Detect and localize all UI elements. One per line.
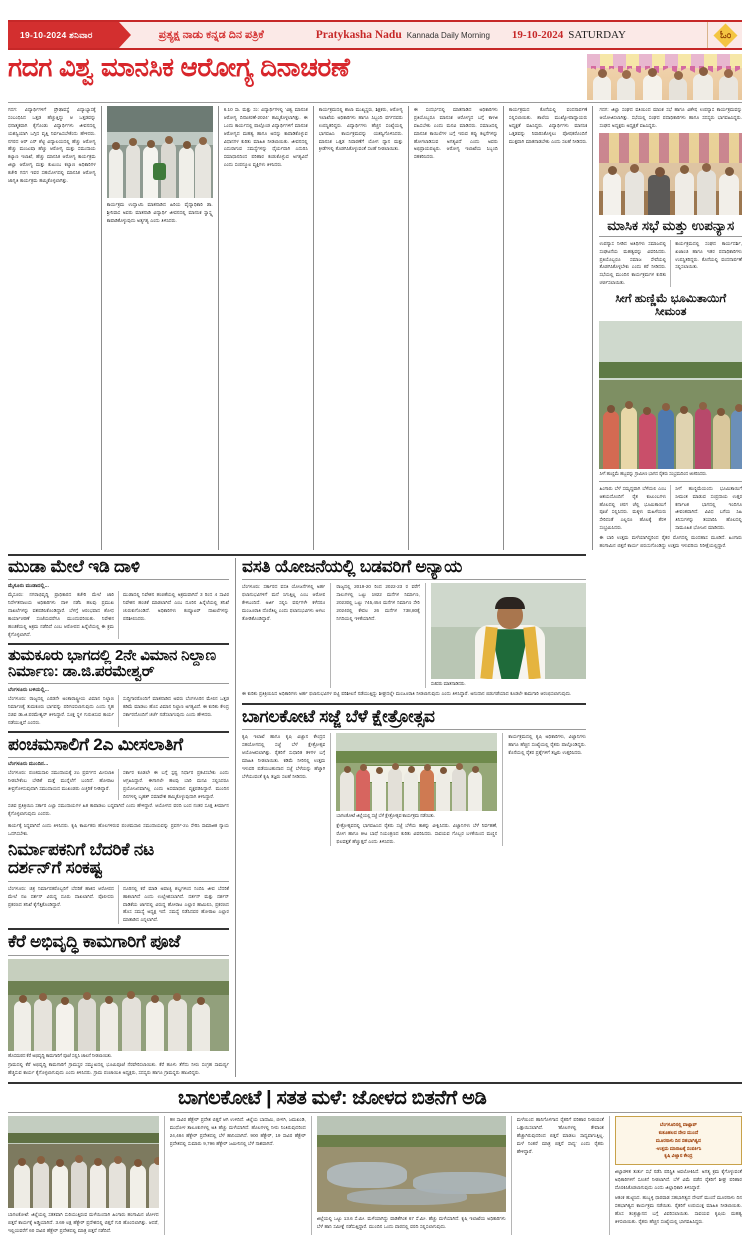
om-icon — [713, 23, 737, 47]
tumakuru-text-2: ಸುದ್ದಿಗಾರರೊಂದಿಗೆ ಮಾತನಾಡಿದ ಅವರು ಬೆಂಗಳೂರಿನ ಮೇಲಿನ ಒತ್ತಡ ಕಡಿಮೆ ಮಾಡಲು ಹೊಸ ವಿಮಾನ ನಿಲ್ದಾಣ ಅಗತ್ಯವಿದೆ. ಈ ಕುರಿತು ಕೇಂದ್ರ ಸರ್ಕಾರದೊಂದಿಗೆ ಚರ್ಚೆ ನಡೆಸಲಾಗುವುದು ಎಂದು ಹೇಳಿದರು. — [123, 695, 229, 717]
darshan-headline-2: ದರ್ಶನ್‌ಗೆ ಸಂಕಷ್ಟ — [8, 858, 103, 878]
panchamasali-text-2: ಸರ್ಕಾರ ಕೂಡಲೇ ಈ ಬಗ್ಗೆ ಸ್ಪಷ್ಟ ನಿರ್ಧಾರ ಪ್ರಕಟಿಸಬೇಕು ಎಂದು ಆಗ್ರಹಿಸಿದ್ದಾರೆ. ಈಗಾಗಲೇ ಹಲವು ಬಾರಿ ಮನವಿ ಸಲ್ಲಿಸಿದರೂ ಪ್ರಯೋಜನವಾಗಿಲ್ಲ ಎಂದು ಅಸಮಾಧಾನ ವ್ಯಕ್ತಪಡಿಸಿದ್ದಾರೆ. ಮುಂದಿನ ದಿನಗಳಲ್ಲಿ ಬೃಹತ್ ಸಮಾವೇಶ ಹಮ್ಮಿಕೊಳ್ಳುವುದಾಗಿ ತಿಳಿಸಿದ್ದಾರೆ. — [123, 769, 229, 799]
banner-rule — [8, 1112, 742, 1113]
vasati-text-3: ಈ ಕುರಿತು ಪ್ರತಿಕ್ರಿಯಿಸಿದ ಅಧಿಕಾರಿಗಳು ಅರ್ಹ ಫಲಾನುಭವಿಗಳ ಪಟ್ಟಿ ಪರಿಶೀಲನೆ ನಡೆಯುತ್ತಿದ್ದು ಶೀಘ್ರದಲ್ಲೇ ಮಂಜೂರಾತಿ ನೀಡಲಾಗುವುದು ಎಂದು ತಿಳಿಸಿದ್ದಾರೆ. ಅನುದಾನ ಬಿಡುಗಡೆಯಾದ ಕೂಡಲೇ ಕಾಮಗಾರಿ ಆರಂಭಿಸಲಾಗುವುದು. — [242, 691, 572, 697]
kere-rule — [8, 955, 229, 956]
muda-kicker: ಮೈಸೂರು ಮುಡಾದಲ್ಲಿ... — [8, 583, 49, 590]
panchamasali-rule — [8, 757, 229, 758]
sajje-headline: ಬಾಗಲಕೋಟೆ ಸಜ್ಜೆ ಬೆಳೆ ಕ್ಷೇತ್ರೋತ್ಸವ — [242, 707, 435, 726]
lead-col-4 — [314, 106, 408, 550]
panchamasali-divider — [8, 731, 229, 733]
banner-text-5: ಜಿಲ್ಲಾಡಳಿತ ತುರ್ತು ಸಭೆ ನಡೆಸಿ ಪರಿಸ್ಥಿತಿ ಅವಲೋಕಿಸಿದೆ. ಅಗತ್ಯ ಕ್ರಮ ಕೈಗೊಳ್ಳುವಂತೆ ಅಧಿಕಾರಿಗಳಿಗೆ ಸೂಚನೆ ನೀಡಲಾಗಿದೆ. ಬೆಳೆ ವಿಮೆ ಪಡೆದ ರೈತರಿಗೆ ಶೀಘ್ರ ಪರಿಹಾರ ದೊರಕಿಸಿಕೊಡಲಾಗುವುದು ಎಂದು ಜಿಲ್ಲಾಧಿಕಾರಿ ತಿಳಿಸಿದ್ದಾರೆ. — [614, 1169, 742, 1190]
banner-body-row — [8, 1116, 742, 1235]
right-mid-caption: ಸೀಗೆ ಹುಣ್ಣಿಮೆ ಹಬ್ಬವನ್ನು ಗ್ರಾಮೀಣ ಭಾಗದ ರೈತರು ಸಂಭ್ರಮದಿಂದ ಆಚರಿಸಿದರು. — [599, 470, 708, 476]
lead-rule — [8, 102, 742, 103]
right-column — [592, 106, 742, 550]
right-mid-col-a — [599, 485, 670, 532]
right-col-text-1: ಗದಗ: ಜಿಲ್ಲಾ ಸಂಘದ ವತಿಯಿಂದ ಮಾಸಿಕ ಸಭೆ ಹಾಗೂ ವಿಶೇಷ ಉಪನ್ಯಾಸ ಕಾರ್ಯಕ್ರಮವನ್ನು ಆಯೋಜಿಸಲಾಗಿತ್ತು. ಸಭೆಯಲ್ಲಿ ಸಂಘದ ಪದಾಧಿಕಾರಿಗಳು ಹಾಗೂ ಸದಸ್ಯರು ಭಾಗವಹಿಸಿದ್ದರು. ಸಂಘದ ಅಧ್ಯಕ್ಷರು ಅಧ್ಯಕ್ಷತೆ ವಹಿಸಿದ್ದರು. — [599, 107, 742, 128]
masthead-day: SATURDAY — [568, 29, 626, 41]
banner-text-1: ಬಾಗಲಕೋಟೆ: ಜಿಲ್ಲೆಯಲ್ಲಿ ಸತತವಾಗಿ ಸುರಿಯುತ್ತಿರುವ ಮಳೆಯಿಂದಾಗಿ ಹಿಂಗಾರು ಹಂಗಾಮಿನ ಜೋಳದ ಬಿತ್ತನೆ ಕಾರ್ಯಕ್ಕೆ ಅಡ್ಡಿಯಾಗಿದೆ. 3.69 ಲಕ್ಷ ಹೆಕ್ಟೇರ್ ಪ್ರದೇಶದಲ್ಲಿ ಬಿತ್ತನೆ ಗುರಿ ಹೊಂದಲಾಗಿತ್ತು. ಆದರೆ, ಇಲ್ಲಿಯವರೆಗೆ 60 ಸಾವಿರ ಹೆಕ್ಟೇರ್ ಪ್ರದೇಶದಲ್ಲಿ ಮಾತ್ರ ಬಿತ್ತನೆ ನಡೆದಿದೆ. — [8, 1212, 159, 1233]
banner-col-4 — [511, 1116, 609, 1235]
muda-cols — [8, 591, 229, 638]
right-top-col-b — [670, 240, 742, 287]
lead-col-5 — [409, 106, 503, 550]
panchamasali-col-a — [8, 769, 118, 801]
banner-headline: ಬಾಗಲಕೋಟೆ | ಸತತ ಮಳೆ: ಜೋಳದ ಬಿತನೆಗೆ ಅಡಿ — [178, 1087, 487, 1110]
right-top-text-3: ಕಾರ್ಯಕ್ರಮದಲ್ಲಿ ಸಂಘದ ಕಾರ್ಯದರ್ಶಿ, ಖಜಾಂಚಿ ಹಾಗೂ ಇತರ ಪದಾಧಿಕಾರಿಗಳು ಉಪಸ್ಥಿತರಿದ್ದರು. ಕೊನೆಯಲ್ಲಿ ವಂದನಾರ್ಪಣೆ ಸಲ್ಲಿಸಲಾಯಿತು. — [675, 240, 742, 270]
newspaper-page — [0, 20, 750, 1233]
panchamasali-headline: ಪಂಚಮಸಾಲಿಗೆ 2ಎ ಮೀಸಲಾತಿಗೆ — [8, 734, 183, 754]
kere-divider — [8, 928, 229, 930]
lead-col-1 — [8, 106, 101, 550]
masthead-date: 19-10-2024 — [511, 29, 564, 41]
tumakuru-divider — [8, 643, 229, 645]
panchamasali-kicker: ಬೆಂಗಳೂರು ಮುಂದಿನ... — [8, 760, 49, 767]
vasati-cols — [242, 583, 586, 688]
tumakuru-cols — [8, 695, 229, 727]
flood-field-photo — [8, 1116, 159, 1208]
darshan-col-b — [118, 885, 229, 924]
masthead — [8, 20, 742, 50]
sajje-text: ಕೃಷಿ ಇಲಾಖೆ ಹಾಗೂ ಕೃಷಿ ವಿಜ್ಞಾನ ಕೇಂದ್ರದ ಸಹಯೋಗದಲ್ಲಿ ಸಜ್ಜೆ ಬೆಳೆ ಕ್ಷೇತ್ರೋತ್ಸವ ಆಯೋಜಿಸಲಾಗಿತ್ತು. ರೈತರಿಗೆ ಸುಧಾರಿತ ತಳಿಗಳ ಬಗ್ಗೆ ಮಾಹಿತಿ ನೀಡಲಾಯಿತು. ಕಡಿಮೆ ನೀರಿನಲ್ಲಿ ಉತ್ತಮ ಇಳುವರಿ ಪಡೆಯಬಹುದಾದ ಸಜ್ಜೆ ಬೆಳೆಯನ್ನು ಹೆಚ್ಚಾಗಿ ಬೆಳೆಯುವಂತೆ ಕೃಷಿ ತಜ್ಞರು ಸಲಹೆ ನೀಡಿದರು. — [242, 734, 326, 779]
darshan-text-2: ದೂರಿನಲ್ಲಿ ಕರೆ ಮಾಡಿ ಅವಾಚ್ಯ ಶಬ್ದಗಳಿಂದ ನಿಂದಿಸಿ ಜೀವ ಬೆದರಿಕೆ ಹಾಕಲಾಗಿದೆ ಎಂದು ಉಲ್ಲೇಖಿಸಲಾಗಿದೆ. ದರ್ಶನ್ ಮತ್ತು ದರ್ಶನ್ ವಾಡಿಕೆಯ ಜಾಗದಲ್ಲಿ ವಿರುದ್ಧ ಹೋರಾಟ ಎಲ್ಲಾರ ಹಾಮಿಲಿಸಿ, ಪ್ರಕರಣದ ಹೊಸ ಸಮಸ್ಯೆ ಅಧ್ಯಕ್ಷ ಇದೆ. ಸಮಸ್ಯೆ ನಡೆಸಿದವರ ಹೋರಾಟ ಎಲ್ಲಾರ ಮಾತಾಡಿದ ಎನ್ನಲಾಗಿದೆ. — [123, 885, 229, 923]
om-glyph: ಓಂ — [719, 29, 731, 41]
vasati-col-a — [242, 583, 330, 688]
right-top-col-a — [599, 240, 670, 287]
tumakuru-kicker: ಬೆಂಗಳೂರು ಬಳಿಯಲ್ಲಿ... — [8, 686, 49, 693]
sajje-col-a — [242, 733, 330, 846]
sajje-col-c — [502, 733, 586, 846]
kere-headline: ಕೆರೆ ಅಭಿವೃದ್ಧಿ ಕಾಮಗಾರಿಗೆ ಪೂಜೆ — [8, 932, 181, 952]
middle-stack — [235, 558, 586, 1077]
sajje-text-3: ಕಾರ್ಯಕ್ರಮದಲ್ಲಿ ಕೃಷಿ ಅಧಿಕಾರಿಗಳು, ವಿಜ್ಞಾನಿಗಳು ಹಾಗೂ ಹೆಚ್ಚಿನ ಸಂಖ್ಯೆಯಲ್ಲಿ ರೈತರು ಪಾಲ್ಗೊಂಡಿದ್ದರು. ಕೊನೆಯಲ್ಲಿ ರೈತರ ಪ್ರಶ್ನೆಗಳಿಗೆ ತಜ್ಞರು ಉತ್ತರಿಸಿದರು. — [508, 734, 586, 756]
lead-col-2-text: ಕಾರ್ಯಕ್ರಮ ಉದ್ಘಾಟಿಸಿ ಮಾತನಾಡಿದ ಹಿರಿಯ ವೈದ್ಯಾಧಿಕಾರಿ ಡಾ. ಶ್ರೀನಿವಾಸ ಅವರು ಮಾತನಾಡಿ ವಿದ್ಯಾರ್ಥಿ ಜೀವನದಲ್ಲಿ ಮಾನಸಿಕ ಸ್ವಾಸ್ಥ್ಯ ಕಾಪಾಡಿಕೊಳ್ಳುವುದು ಅತ್ಯಗತ್ಯ ಎಂದು ತಿಳಿಸಿದರು. — [106, 202, 213, 223]
vasati-headline: ವಸತಿ ಯೋಜನೆಯಲ್ಲಿ ಬಡವರಿಗೆ ಅನ್ಯಾಯ — [242, 556, 463, 576]
left-stack — [8, 558, 235, 1077]
panchamasali-text: ಬೆಂಗಳೂರು: ಪಂಚಮಸಾಲಿ ಸಮುದಾಯಕ್ಕೆ 2ಎ ಪ್ರವರ್ಗದ ಮೀಸಲಾತಿ ನೀಡಬೇಕೆಂಬ ಬೇಡಿಕೆ ಮತ್ತೆ ಮುನ್ನೆಲೆಗೆ ಬಂದಿದೆ. ಹೋರಾಟ ತೀವ್ರಗೊಳಿಸುವುದಾಗಿ ಸಮುದಾಯದ ಮುಖಂಡರು ಎಚ್ಚರಿಕೆ ನೀಡಿದ್ದಾರೆ. — [8, 769, 114, 791]
right-top-text-2: ಉಪನ್ಯಾಸ ನೀಡಿದ ಅತಿಥಿಗಳು ಸಮಾಜದಲ್ಲಿ ಸಂಘಟನೆಯ ಮಹತ್ವವನ್ನು ವಿವರಿಸಿದರು. ಪ್ರತಿಯೊಬ್ಬರೂ ಸಮಾಜ ಸೇವೆಯಲ್ಲಿ ತೊಡಗಿಸಿಕೊಳ್ಳಬೇಕು ಎಂದು ಕರೆ ನೀಡಿದರು. ಸಭೆಯಲ್ಲಿ ಮುಂದಿನ ಕಾರ್ಯಕ್ರಮಗಳ ಕುರಿತು ಚರ್ಚಿಸಲಾಯಿತು. — [599, 240, 667, 286]
vasati-stats: ರಾಜ್ಯದಲ್ಲಿ 2019-20 ರಿಂದ 2022-23 ರ ವರೆಗೆ ಸಾಲುಗಳಲ್ಲಿ ಒಟ್ಟು 1822 ಮನೆಗಳ ನಿರ್ಮಾಣ, 2023ರಲ್ಲಿ ಒಟ್ಟು 745,454 ಮನೆಗಳ ನಿರ್ಮಾಣ ಸೇರಿ 2024ರಲ್ಲಿ ಕೇವಲ 26 ಮನೆಗಳ 738,80ಕ್ಕೆ ನಿಗದಿಯಲ್ಲಿ ಇಳಿಕೆಯಾಗಿದೆ. — [336, 584, 420, 621]
lead-col-3 — [219, 106, 313, 550]
sajje-rule — [242, 729, 586, 730]
right-mid-cols — [599, 485, 742, 532]
sajje-divider — [242, 703, 586, 705]
sajje-text-2: ಕ್ಷೇತ್ರೋತ್ಸವದಲ್ಲಿ ಭಾಗವಹಿಸಿದ ರೈತರು ಸಜ್ಜೆ ಬೆಳೆಯ ತಾಕನ್ನು ವೀಕ್ಷಿಸಿದರು. ವಿಜ್ಞಾನಿಗಳು ಬೆಳೆ ನಿರ್ವಹಣೆ, ರೋಗ ಹಾಗೂ ಕೀಟ ಬಾಧೆ ನಿಯಂತ್ರಣದ ಕುರಿತು ವಿವರಿಸಿದರು. ಸಾವಯವ ಗೊಬ್ಬರ ಬಳಕೆಯಿಂದ ಮಣ್ಣಿನ ಫಲವತ್ತತೆ ಹೆಚ್ಚುತ್ತದೆ ಎಂದು ತಿಳಿಸಿದರು. — [336, 823, 498, 845]
banner-row — [8, 1087, 742, 1110]
lead-headline-wrap — [8, 54, 583, 81]
advertisement-box[interactable] — [615, 1116, 742, 1165]
lead-headline-row — [8, 54, 742, 100]
muda-text: ಮೈಸೂರು: ನಗರಾಭಿವೃದ್ಧಿ ಪ್ರಾಧಿಕಾರದ ಕಚೇರಿ ಮೇಲೆ ಜಾರಿ ನಿರ್ದೇಶನಾಲಯ ಅಧಿಕಾರಿಗಳು ದಾಳಿ ನಡೆಸಿ ಹಲವು ಪ್ರಮುಖ ದಾಖಲೆಗಳನ್ನು ವಶಪಡಿಸಿಕೊಂಡಿದ್ದಾರೆ. ಬೆಳಗ್ಗೆ ಆರಂಭವಾದ ಶೋಧ ಕಾರ್ಯಾಚರಣೆ ಸಂಜೆಯವರೆಗೂ ಮುಂದುವರಿಯಿತು. ನಿವೇಶನ ಹಂಚಿಕೆಯಲ್ಲಿ ಅಕ್ರಮ ನಡೆದಿದೆ ಎಂಬ ಆರೋಪದ ಹಿನ್ನೆಲೆಯಲ್ಲಿ ಈ ಕ್ರಮ ಕೈಗೊಳ್ಳಲಾಗಿದೆ. — [8, 592, 114, 637]
muda-rule — [8, 579, 229, 580]
masthead-logo — [707, 22, 742, 48]
banner-text-2: 98 ಸಾವಿರ ಹೆಕ್ಟೇರ್ ಪ್ರದೇಶ ಬಿತ್ತನೆ ಆಗಿ ಉಳಿದಿದೆ. ಜಿಲ್ಲೆಯ ಬಾದಾಮಿ, ಬೀಳಗಿ, ಜಮಖಂಡಿ, ಮುಧೋಳ ತಾಲೂಕುಗಳಲ್ಲಿ ಅತಿ ಹೆಚ್ಚು ಮಳೆಯಾಗಿದೆ. ಹೊಲಗಳಲ್ಲಿ ನೀರು ನಿಂತಿರುವುದರಿಂದ 24,484 ಹೆಕ್ಟೇರ್ ಪ್ರದೇಶದಲ್ಲಿ ಬೆಳೆ ಹಾನಿಯಾಗಿದೆ. 900 ಹೆಕ್ಟೇರ್, 19 ಸಾವಿರ ಹೆಕ್ಟೇರ್ ಪ್ರದೇಶದಲ್ಲಿ ಸುಮಾರು 9,796 ಹೆಕ್ಟೇರ್ ಜಮೀನಿನಲ್ಲಿ ಬೆಳೆ ನಾಶವಾಗಿದೆ. — [169, 1117, 306, 1146]
darshan-headline-1: ನಿರ್ಮಾಪಕನಿಗೆ ಬೆದರಿಕೆ ನಟ — [8, 840, 155, 859]
right-top-headline: ಮಾಸಿಕ ಸಭೆ ಮತ್ತು ಉಪನ್ಯಾಸ — [607, 217, 735, 233]
right-mid-text-1: ಹಿಂಗಾರು ಬೆಳೆ ಸಮೃದ್ಧವಾಗಿ ಬೆಳೆಯಲಿ ಎಂಬ ಆಶಯದೊಂದಿಗೆ ರೈತ ಕುಟುಂಬಗಳು ಹೊಲದಲ್ಲಿ ಚರಗ ಚೆಲ್ಲಿ ಭೂಮಿತಾಯಿಗೆ ಪೂಜೆ ಸಲ್ಲಿಸಿದರು. ಮಕ್ಕಳು ಮಹಿಳೆಯರು ಸೇರಿದಂತೆ ಎಲ್ಲರೂ ಹೊಲಕ್ಕೆ ತೆರಳಿ ಸಂಭ್ರಮಿಸಿದರು. — [599, 485, 667, 531]
lake-puja-photo — [8, 959, 229, 1051]
muda-col-b — [118, 591, 229, 638]
tumakuru-col-a — [8, 695, 118, 727]
masthead-kannada-title: ಪ್ರತ್ಯಕ್ಷ ನಾಡು ಕನ್ನಡ ದಿನ ಪತ್ರಿಕೆ — [158, 28, 264, 41]
ad-line-3: ಮೂರನಾಳು ದಿನ ಸಹಭಾಗಿತ್ವದ — [655, 1137, 701, 1143]
mid-band — [8, 558, 586, 1077]
tumakuru-text: ಬೆಂಗಳೂರು: ರಾಜ್ಯದಲ್ಲಿ ಎರಡನೇ ಅಂತಾರಾಷ್ಟ್ರೀಯ ವಿಮಾನ ನಿಲ್ದಾಣ ನಿರ್ಮಾಣಕ್ಕೆ ತುಮಕೂರು ಭಾಗವನ್ನು ಪರಿಗಣಿಸಲಾಗುವುದು ಎಂದು ಗೃಹ ಸಚಿವ ಡಾ.ಜಿ.ಪರಮೇಶ್ವರ್ ತಿಳಿಸಿದ್ದಾರೆ. ಸೂಕ್ತ ಸ್ಥಳ ಗುರುತಿಸುವ ಕಾರ್ಯ ನಡೆಯುತ್ತಿದೆ ಎಂದರು. — [8, 695, 114, 725]
right-mid-col-b — [670, 485, 742, 532]
masthead-date-tag: 19-10-2024 ಶನಿವಾರ — [8, 22, 119, 48]
vasati-photo-caption: ಸಚಿವರು ಮಾತನಾಡಿದರು. — [430, 681, 466, 687]
tumakuru-rule — [8, 683, 229, 684]
banner-text-3: ಜಿಲ್ಲೆಯಲ್ಲಿ ಒಟ್ಟು 13.6 ಸೆ.ಮೀ. ಮಳೆಯಾಗಿದ್ದು ವಾಡಿಕೆಗಿಂತ 67 ಸೆ.ಮೀ. ಹೆಚ್ಚು ಮಳೆಯಾಗಿದೆ. ಕೃಷಿ ಇಲಾಖೆಯ ಅಧಿಕಾರಿಗಳು ಬೆಳೆ ಹಾನಿ ಸಮೀಕ್ಷೆ ನಡೆಸುತ್ತಿದ್ದಾರೆ. ಮುಂದಿನ ಒಂದು ವಾರದಲ್ಲಿ ವರದಿ ಸಲ್ಲಿಸಲಾಗುವುದು. — [316, 1216, 506, 1230]
muda-headline: ಮುಡಾ ಮೇಲೆ ಇಡಿ ದಾಳಿ — [8, 556, 140, 576]
lead-col-6-text: ಕಾರ್ಯಕ್ರಮದ ಕೊನೆಯಲ್ಲಿ ವಂದನಾರ್ಪಣೆ ಸಲ್ಲಿಸಲಾಯಿತು. ಶಾಲೆಯ ಮುಖ್ಯೋಪಾಧ್ಯಾಯರು ಅಧ್ಯಕ್ಷತೆ ವಹಿಸಿದ್ದರು. ವಿದ್ಯಾರ್ಥಿಗಳು ಮಾನಸಿಕ ಒತ್ತಡವನ್ನು ನಿವಾರಿಸಿಕೊಳ್ಳಲು ಪೋಷಕರೊಂದಿಗೆ ಮುಕ್ತವಾಗಿ ಮಾತನಾಡಬೇಕು ಎಂದು ಸಲಹೆ ನೀಡಿದರು. — [508, 107, 588, 144]
panchamasali-text-3: ಸಚಿವ ಪ್ರತಿಕ್ರಿಯಿಸಿ ಸರ್ಕಾರ ಎಲ್ಲಾ ಸಮುದಾಯಗಳ ಹಿತ ಕಾಪಾಡಲು ಬದ್ಧವಾಗಿದೆ ಎಂದು ಹೇಳಿದ್ದಾರೆ. ಆಯೋಗದ ವರದಿ ಬಂದ ನಂತರ ಸೂಕ್ತ ತೀರ್ಮಾನ ಕೈಗೊಳ್ಳಲಾಗುವುದು ಎಂದರು. — [8, 803, 229, 817]
ad-line-1: ಬೆಂಗಳೂರಿನಲ್ಲಿ ವಾಟ್ಸಾಪ್ — [659, 1122, 697, 1128]
minister-portrait-photo — [431, 583, 586, 679]
ad-line-2: ಕುತೂಹಲದ ದೇಣಿ ಮುಂದೆ — [658, 1129, 699, 1135]
lead-story-row — [8, 106, 742, 550]
banner-col-5 — [609, 1116, 742, 1235]
lead-col-1-text: ಗದಗ: ವಿದ್ಯಾರ್ಥಿಗಳಿಗೆ ಪ್ರೌಢಾವಸ್ಥೆ ವಿದ್ಯಾಭ್ಯಾಸಕ್ಕೆ ಸಂಬಂಧಿಸಿದ ಒತ್ತಡ ಹೆಚ್ಚುತ್ತಿದ್ದು ಆ ಒತ್ತಡವನ್ನು ಧನಾತ್ಮಕವಾಗಿ ಕೈಗೊಂಡು ವಿದ್ಯಾರ್ಥಿಗಳು ಜೀವನದಲ್ಲಿ ಯಶಸ್ವಿಯಾಗಿ ಒಗ್ಗಿದ ವೃತ್ತಿ ನಿರ್ವಹಿಸಬೇಕೆಂದು ಹೇಳಿದರು. ನಗರದ ಆರ್ ಎನ್ ಶೆಟ್ಟಿ ವಿದ್ಯಾಲಯದಲ್ಲಿ ಹೆಚ್ಚು ಆರೋಗ್ಯ ಹೆಚ್ಚು ಮಂಜುಷಾ ಹೆಚ್ಚು ಆರೋಗ್ಯ ಮತ್ತು ಸಮುದಾಯ ಕಲ್ಯಾಣ ಇಲಾಖೆ, ಹೆಚ್ಚು ಮಾನಸಿಕ ಆರೋಗ್ಯ ಕಾರ್ಯಕ್ರಮ ಜಿಲ್ಲಾ ಆರೋಗ್ಯ ಮತ್ತು ಕುಟುಂಬ ಕಲ್ಯಾಣ ಅಧಿಕಾರಿಗಳ ಕಚೇರಿ ಗದಗ ಇವರ ಸಹಯೋಗದಲ್ಲಿ ಮಾನಸಿಕ ಆರೋಗ್ಯ ಜಾಗೃತಿ ಕಾರ್ಯಕ್ರಮ ಹಮ್ಮಿಕೊಳ್ಳಲಾಗಿತ್ತು. — [8, 107, 96, 184]
ad-line-5: ಕೃಷಿ ವಿಜ್ಞಾನ ಕೇಂದ್ರ — [664, 1153, 693, 1159]
mid-divider — [8, 554, 586, 556]
darshan-text: ಬೆಂಗಳೂರು: ಚಿತ್ರ ನಿರ್ಮಾಪಕರೊಬ್ಬರಿಗೆ ಬೆದರಿಕೆ ಹಾಕಿದ ಆರೋಪದ ಮೇಲೆ ನಟ ದರ್ಶನ್ ವಿರುದ್ಧ ದೂರು ದಾಖಲಾಗಿದೆ. ಪೊಲೀಸರು ಪ್ರಕರಣದ ತನಿಖೆ ಕೈಗೆತ್ತಿಕೊಂಡಿದ್ದಾರೆ. — [8, 885, 114, 907]
ad-body-text: ಆತಂಕ ಹುಟ್ಟಿಸಿದ. ಹುಬ್ಬಳ್ಳಿ ಧಾರವಾಡ ಸಹಭಾಗಿತ್ವದ ದೇಣಿಗೆ ಮುಂದೆ ಮೂರನಾಳು ದಿನ ಸಹಭಾಗಿತ್ವದ ಕಾರ್ಯಕ್ರಮ ನಡೆಯಿತು. ರೈತರಿಗೆ ಉಪಯುಕ್ತ ಮಾಹಿತಿ ನೀಡಲಾಯಿತು. ಹೊಸ ತಂತ್ರಜ್ಞಾನದ ಬಗ್ಗೆ ವಿವರಿಸಲಾಯಿತು. ಸಾವಯವ ಕೃಷಿಯ ಮಹತ್ವ ತಿಳಿಸಲಾಯಿತು. ರೈತರು ಹೆಚ್ಚಿನ ಸಂಖ್ಯೆಯಲ್ಲಿ ಭಾಗವಹಿಸಿದ್ದರು. — [614, 1194, 742, 1224]
banner-col-1 — [8, 1116, 164, 1235]
banner-col-2 — [164, 1116, 311, 1235]
right-top-rule — [599, 236, 742, 237]
mental-health-event-photo — [107, 106, 213, 198]
right-mid-text-2: ಸೀಗೆ ಹುಣ್ಣಿಮೆಯಂದು ಭೂಮಿತಾಯಿಗೆ ಸೀಮಂತ ಮಾಡುವ ಸಂಪ್ರದಾಯ ಉತ್ತರ ಕರ್ನಾಟಕ ಭಾಗದಲ್ಲಿ ಇಂದಿಗೂ ಜೀವಂತವಾಗಿದೆ. ವಿವಿಧ ಬಗೆಯ ಸಿಹಿ ತಿನಿಸುಗಳನ್ನು ತಯಾರಿಸಿ ಹೊಲದಲ್ಲಿ ಸಾಮೂಹಿಕ ಭೋಜನ ಮಾಡಿದರು. — [675, 485, 742, 531]
lead-col-2 — [102, 106, 218, 550]
darshan-col-a — [8, 885, 118, 924]
masthead-english-title: Pratykasha Nadu — [315, 29, 402, 41]
muda-text-2: ಮುಡಾದಲ್ಲಿ ನಿವೇಶನ ಹಂಚಿಕೆಯಲ್ಲಿ ಅಕ್ರಮವಾಗಿದೆ 3 ರಿಂದ 4 ಸಾವಿರ ನಿವೇಶನ ಹಂಚಿಕೆ ಮಾಡಲಾಗಿದೆ ಎಂಬ ದೂರಿನ ಹಿನ್ನೆಲೆಯಲ್ಲಿ ತನಿಖೆ ಚುರುಕುಗೊಂಡಿದೆ. ಅಧಿಕಾರಿಗಳು ಕಂಪ್ಯೂಟರ್ ದಾಖಲೆಗಳನ್ನು ಪರಿಶೀಲಿಸಿದರು. — [123, 592, 229, 621]
lead-col-5-text: ಈ ಸಂದರ್ಭದಲ್ಲಿ ಮಾತನಾಡಿದ ಅಧಿಕಾರಿಗಳು ಪ್ರತಿಯೊಬ್ಬರೂ ಮಾನಸಿಕ ಆರೋಗ್ಯದ ಬಗ್ಗೆ ಕಾಳಜಿ ವಹಿಸಬೇಕು ಎಂದು ಮನವಿ ಮಾಡಿದರು. ಸಮಾಜದಲ್ಲಿ ಮಾನಸಿಕ ಕಾಯಿಲೆಗಳ ಬಗ್ಗೆ ಇರುವ ತಪ್ಪು ಕಲ್ಪನೆಗಳನ್ನು ಹೋಗಲಾಡಿಸುವ ಅಗತ್ಯವಿದೆ ಎಂದು ಅವರು ಅಭಿಪ್ರಾಯಪಟ್ಟರು. ಆರೋಗ್ಯ ಇಲಾಖೆಯ ಸಿಬ್ಬಂದಿ ಸಹಕರಿಸಿದರು. — [413, 107, 498, 160]
page-content — [8, 54, 742, 1235]
lead-col-3-text: 6.10 ಸಾ. ಮತ್ತು ಸಂ: ವಿದ್ಯಾರ್ಥಿಗಳಲ್ಲಿ 'ವಿಶ್ವ ಮಾನಸಿಕ ಆರೋಗ್ಯ ದಿನಾಚರಣೆ-2024' ಹಮ್ಮಿಕೊಳ್ಳಲಾಗಿತ್ತು. ಈ ಒಂದು ಕಾರ್ಯದಲ್ಲಿ ಪಾಲ್ಗೊಂಡ ವಿದ್ಯಾರ್ಥಿಗಳಿಗೆ ಮಾನಸಿಕ ಆರೋಗ್ಯದ ಮಹತ್ವ ಹಾಗೂ ಅದನ್ನು ಕಾಪಾಡಿಕೊಳ್ಳುವ ವಿಧಾನಗಳ ಕುರಿತು ಮಾಹಿತಿ ನೀಡಲಾಯಿತು. ಜೀವನದಲ್ಲಿ ಎದುರಾಗುವ ಸಮಸ್ಯೆಗಳನ್ನು ಧೈರ್ಯವಾಗಿ ಎದುರಿಸಿ ಸಮಾಧಾನದಿಂದ ಪರಿಹಾರ ಕಂಡುಕೊಳ್ಳುವ ಅಗತ್ಯವಿದೆ ಎಂದು ಸಂಪನ್ಮೂಲ ವ್ಯಕ್ತಿಗಳು ತಿಳಿಸಿದರು. — [223, 107, 308, 168]
seege-hunnime-photo — [599, 321, 742, 469]
banner-headline-wrap — [178, 1087, 742, 1110]
panchamasali-col-b — [118, 769, 229, 801]
kere-text: ಗ್ರಾಮದಲ್ಲಿ ಕೆರೆ ಅಭಿವೃದ್ಧಿ ಕಾಮಗಾರಿಗೆ ಗ್ರಾಮಸ್ಥರ ಸಮ್ಮುಖದಲ್ಲಿ ಭೂಮಿಪೂಜೆ ನೆರವೇರಿಸಲಾಯಿತು. ಕೆರೆ ಹೂಳು ತೆಗೆದು ನೀರು ಸಂಗ್ರಹ ಸಾಮರ್ಥ್ಯ ಹೆಚ್ಚಿಸುವ ಕಾರ್ಯ ಕೈಗೊಳ್ಳಲಾಗುವುದು ಎಂದು ತಿಳಿಸಿದರು. ಗ್ರಾಮ ಪಂಚಾಯಿತಿ ಅಧ್ಯಕ್ಷರು, ಸದಸ್ಯರು ಹಾಗೂ ಗ್ರಾಮಸ್ಥರು ಹಾಜರಿದ್ದರು. — [8, 1062, 229, 1076]
sajje-field-event-photo — [336, 733, 497, 811]
waterlogged-field-photo — [317, 1116, 506, 1212]
stage-dignitaries-photo — [587, 54, 742, 100]
darshan-cols — [8, 885, 229, 924]
vasati-col-b — [330, 583, 424, 688]
masthead-english-subtitle: Kannada Daily Morning — [406, 30, 490, 40]
vasati-col-c — [425, 583, 586, 688]
banner-col-3 — [311, 1116, 511, 1235]
tumakuru-col-b — [118, 695, 229, 727]
right-mid-rule — [599, 481, 742, 482]
right-mid-headline: ಸೀಗೆ ಹುಣ್ಣಿಮೆ ಭೂಮಿತಾಯಿಗೆ ಸೀಮಂತ — [615, 293, 727, 318]
darshan-pretext: ಕಾರ್ಯಕ್ಕೆ ಸಿದ್ಧವಾಗಿದೆ ಎಂದು ತಿಳಿಸಿದರು. ಕೃಷಿ ಕಾರ್ಮಿಕರು ಹೊಲಗಳಿರುವ ಪಂಚಮಸಾಲಿ ಸಮುದಾಯವನ್ನು ಪ್ರವರ್ಗ-2ಎ ಸೇರಿಸಿ ಸಾಮಾಜಿಕ ನ್ಯಾಯ ಒದಗಿಸಬೇಕು. — [8, 823, 229, 837]
right-mid-text-3: ಈ ಬಾರಿ ಉತ್ತಮ ಮಳೆಯಾಗಿದ್ದರಿಂದ ರೈತರ ಮೊಗದಲ್ಲಿ ಮಂದಹಾಸ ಮೂಡಿದೆ. ಹಿಂಗಾರು ಹಂಗಾಮಿನ ಬಿತ್ತನೆ ಕಾರ್ಯ ಬಿರುಸುಗೊಂಡಿದ್ದು ಉತ್ತಮ ಇಳುವರಿಯ ನಿರೀಕ್ಷೆಯಲ್ಲಿದ್ದಾರೆ. — [599, 535, 742, 548]
vasati-text: ಬೆಂಗಳೂರು: ಸರ್ಕಾರದ ವಸತಿ ಯೋಜನೆಗಳಲ್ಲಿ ಅರ್ಹ ಫಲಾನುಭವಿಗಳಿಗೆ ಮನೆ ಸಿಗುತ್ತಿಲ್ಲ ಎಂಬ ಆರೋಪ ಕೇಳಿಬಂದಿದೆ. ಅರ್ಜಿ ಸಲ್ಲಿಸಿ ವರ್ಷಗಳೇ ಕಳೆದರೂ ಮಂಜೂರಾತಿ ದೊರೆತಿಲ್ಲ ಎಂದು ಫಲಾನುಭವಿಗಳು ಅಳಲು ತೋಡಿಕೊಂಡಿದ್ದಾರೆ. — [242, 584, 326, 621]
vasati-rule — [242, 579, 586, 580]
lead-col-6 — [504, 106, 593, 550]
right-top-cols — [599, 240, 742, 287]
darshan-rule — [8, 881, 229, 882]
banner-text-4: ಮಳೆಯಿಂದ ಹಾನಿಗೊಳಗಾದ ರೈತರಿಗೆ ಪರಿಹಾರ ನೀಡುವಂತೆ ಒತ್ತಾಯಿಸಲಾಗಿದೆ. 'ಹೊಲಗಳಲ್ಲಿ ತೇವಾಂಶ ಹೆಚ್ಚಾಗಿರುವುದರಿಂದ ಬಿತ್ತನೆ ಮಾಡಲು ಸಾಧ್ಯವಾಗುತ್ತಿಲ್ಲ. ಮಳೆ ನಿಂತರೆ ಮಾತ್ರ ಬಿತ್ತನೆ ಸಾಧ್ಯ' ಎಂದು ರೈತರು ಹೇಳಿದ್ದಾರೆ. — [516, 1117, 604, 1154]
muda-col-a — [8, 591, 118, 638]
monthly-meeting-photo — [599, 133, 742, 215]
banner-divider — [8, 1082, 742, 1084]
ad-line-4: -ಉತ್ತಮ ಮಾರಾಟಕ್ಕೆ ಸಂಪರ್ಕಿಸಿ — [655, 1145, 702, 1151]
tumakuru-headline: ತುಮಕೂರು ಭಾಗದಲ್ಲಿ 2ನೇ ವಿಮಾನ ನಿಲ್ದಾಣ ನಿರ್ಮಾಣ: ಡಾ.ಜಿ.ಪರಮೇಶ್ವರ್ — [8, 646, 216, 680]
panchamasali-cols — [8, 769, 229, 801]
lead-top-photo-wrap — [587, 54, 742, 100]
sajje-caption: ಬಾಗಲಕೋಟೆ ಜಿಲ್ಲೆಯಲ್ಲಿ ಸಜ್ಜೆ ಬೆಳೆ ಕ್ಷೇತ್ರೋತ್ಸವ ಕಾರ್ಯಕ್ರಮ ನಡೆಯಿತು. — [336, 813, 435, 819]
lead-col-4-text: ಕಾರ್ಯಕ್ರಮದಲ್ಲಿ ಶಾಲಾ ಮುಖ್ಯಸ್ಥರು, ಶಿಕ್ಷಕರು, ಆರೋಗ್ಯ ಇಲಾಖೆಯ ಅಧಿಕಾರಿಗಳು ಹಾಗೂ ಸಿಬ್ಬಂದಿ ವರ್ಗದವರು ಉಪಸ್ಥಿತರಿದ್ದರು. ವಿದ್ಯಾರ್ಥಿಗಳು ಹೆಚ್ಚಿನ ಸಂಖ್ಯೆಯಲ್ಲಿ ಭಾಗವಹಿಸಿ ಕಾರ್ಯಕ್ರಮವನ್ನು ಯಶಸ್ವಿಗೊಳಿಸಿದರು. ಮಾನಸಿಕ ಒತ್ತಡ ನಿವಾರಣೆಗೆ ಯೋಗ ಧ್ಯಾನ ಮತ್ತು ಕ್ರೀಡೆಗಳಲ್ಲಿ ತೊಡಗಿಸಿಕೊಳ್ಳುವಂತೆ ಸಲಹೆ ನೀಡಲಾಯಿತು. — [318, 107, 403, 152]
kere-caption: ಹೊಸಮಠದ ಕೆರೆ ಅಭಿವೃದ್ಧಿ ಕಾಮಗಾರಿಗೆ ಪೂಜೆ ಸಲ್ಲಿಸಿ ಚಾಲನೆ ನೀಡಲಾಯಿತು. — [8, 1052, 113, 1058]
sajje-cols — [242, 733, 586, 846]
sajje-col-b — [330, 733, 502, 846]
lead-headline: ಗದಗ ವಿಶ್ವ ಮಾನಸಿಕ ಆರೋಗ್ಯ ದಿನಾಚರಣೆ — [8, 52, 350, 82]
